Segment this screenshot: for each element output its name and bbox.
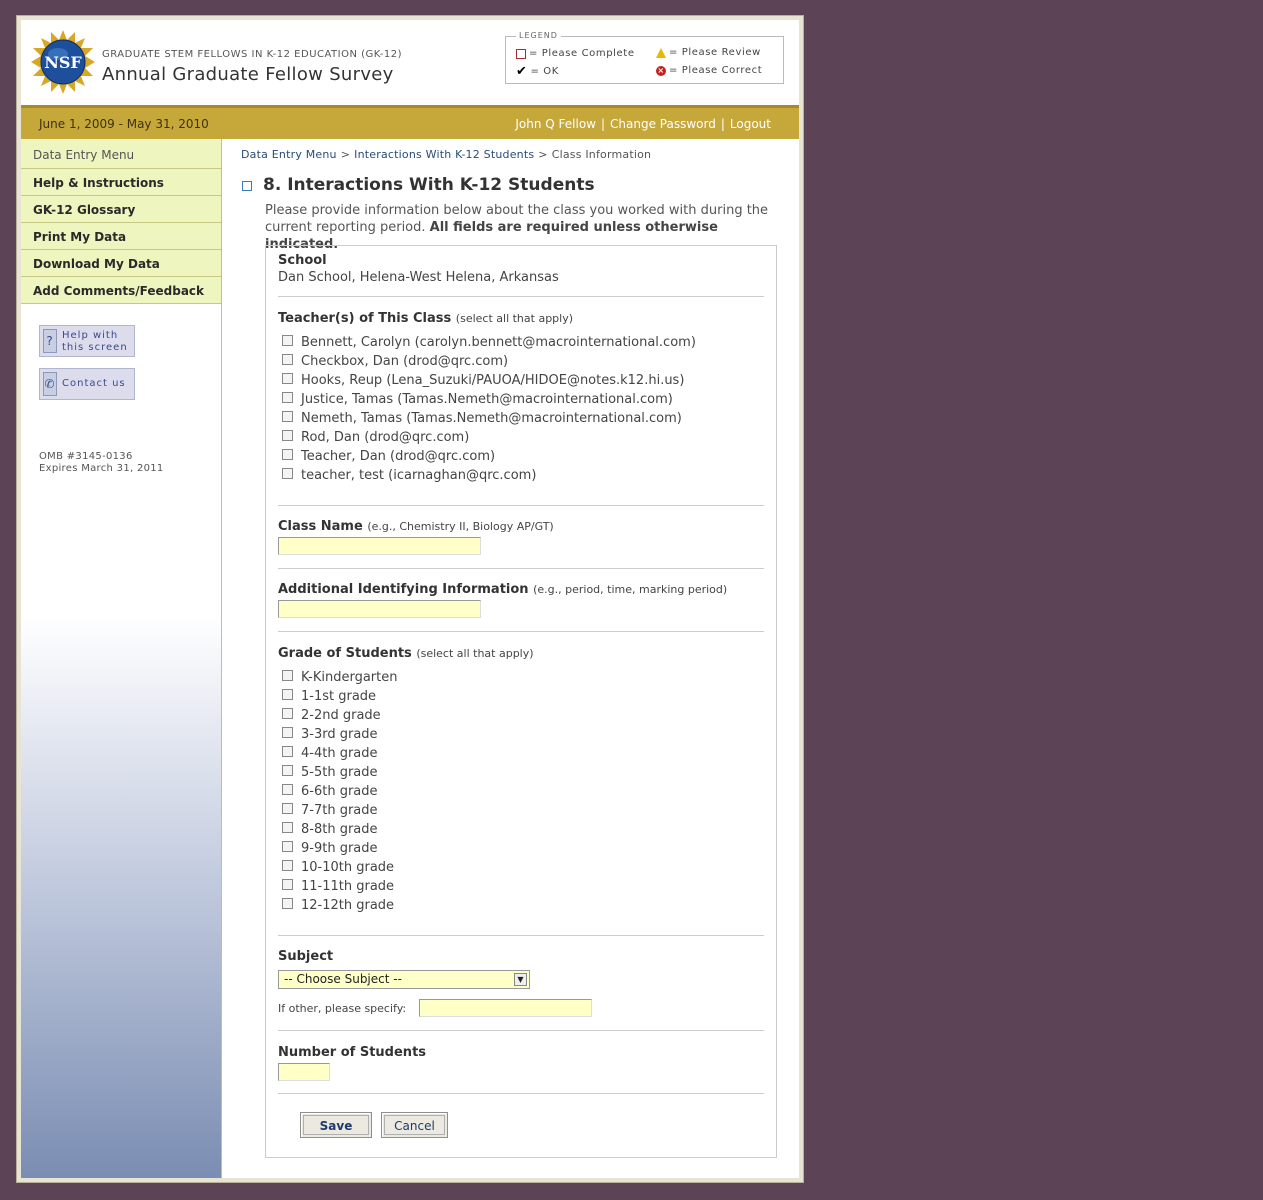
top-bar bbox=[21, 105, 799, 139]
logout-link[interactable]: Logout bbox=[729, 117, 771, 131]
teacher-option[interactable] bbox=[282, 449, 495, 464]
grade-hint: (select all that apply) bbox=[416, 647, 534, 660]
teacher-checkbox[interactable] bbox=[282, 430, 293, 441]
grade-checkbox[interactable] bbox=[282, 822, 293, 833]
empty-box-icon bbox=[516, 49, 526, 59]
grade-option-label: 7-7th grade bbox=[301, 803, 378, 818]
grade-option[interactable] bbox=[282, 670, 398, 685]
omb-number: OMB #3145-0136 bbox=[39, 451, 133, 462]
contact-us-button[interactable] bbox=[39, 368, 135, 400]
teacher-option-label: Rod, Dan (drod@qrc.com) bbox=[301, 430, 470, 445]
subject-selected-value: -- Choose Subject -- bbox=[284, 972, 402, 986]
teachers-label-text: Teacher(s) of This Class bbox=[278, 311, 452, 326]
legend-title: LEGEND bbox=[516, 31, 561, 40]
phone-icon: ✆ bbox=[43, 372, 57, 396]
grade-checkbox[interactable] bbox=[282, 727, 293, 738]
grade-checkbox[interactable] bbox=[282, 784, 293, 795]
sidebar-item-download[interactable]: Download My Data bbox=[21, 250, 221, 277]
grade-option-label: 1-1st grade bbox=[301, 689, 377, 704]
grade-option-label: 3-3rd grade bbox=[301, 727, 378, 742]
school-value: Dan School, Helena-West Helena, Arkansas bbox=[278, 270, 559, 285]
error-x-icon: × bbox=[657, 65, 665, 75]
question-icon: ? bbox=[43, 329, 57, 353]
legend-please-review bbox=[656, 47, 761, 58]
teacher-option-label: Bennett, Carolyn (carolyn.bennett@macrointernational.com) bbox=[301, 335, 696, 350]
sidebar bbox=[21, 139, 222, 1178]
grade-option[interactable] bbox=[282, 841, 378, 856]
legend-please-review-label: = Please Review bbox=[669, 47, 761, 58]
grade-option[interactable] bbox=[282, 879, 394, 894]
teacher-checkbox[interactable] bbox=[282, 335, 293, 346]
grade-checkbox[interactable] bbox=[282, 879, 293, 890]
nav-separator: | bbox=[720, 117, 725, 131]
breadcrumb-sep: > bbox=[340, 148, 351, 161]
teacher-option[interactable] bbox=[282, 392, 673, 407]
teacher-option-label: Checkbox, Dan (drod@qrc.com) bbox=[301, 354, 509, 369]
page-title: Annual Graduate Fellow Survey bbox=[102, 64, 394, 85]
intro-required-note: All fields are required unless otherwise indicated. bbox=[265, 220, 718, 252]
additional-info-label bbox=[278, 582, 727, 597]
teacher-option[interactable] bbox=[282, 430, 469, 445]
grade-option-label: 9-9th grade bbox=[301, 841, 378, 856]
grade-checkbox[interactable] bbox=[282, 765, 293, 776]
legend-please-correct-label: = Please Correct bbox=[669, 65, 763, 76]
change-password-link[interactable]: Change Password bbox=[610, 117, 716, 131]
user-nav bbox=[515, 117, 771, 131]
subject-select[interactable] bbox=[278, 970, 530, 989]
chevron-down-icon: ▼ bbox=[514, 973, 527, 986]
legend-ok bbox=[516, 63, 559, 79]
save-button[interactable] bbox=[300, 1112, 372, 1138]
other-subject-label: If other, please specify: bbox=[278, 1002, 407, 1015]
breadcrumb bbox=[241, 148, 651, 161]
grade-option[interactable] bbox=[282, 860, 394, 875]
grade-option[interactable] bbox=[282, 765, 378, 780]
grade-option[interactable] bbox=[282, 803, 378, 818]
teachers-label bbox=[278, 311, 573, 326]
grade-option-label: 6-6th grade bbox=[301, 784, 378, 799]
num-students-label: Number of Students bbox=[278, 1045, 427, 1060]
teacher-checkbox[interactable] bbox=[282, 354, 293, 365]
breadcrumb-sep: > bbox=[538, 148, 548, 161]
grade-option-label: 5-5th grade bbox=[301, 765, 378, 780]
save-button-label: Save bbox=[303, 1115, 369, 1135]
num-students-input[interactable] bbox=[278, 1063, 330, 1081]
divider bbox=[278, 935, 764, 936]
grade-option[interactable] bbox=[282, 784, 378, 799]
grade-checkbox[interactable] bbox=[282, 860, 293, 871]
grade-option-label: 4-4th grade bbox=[301, 746, 378, 761]
grade-option[interactable] bbox=[282, 822, 378, 837]
school-label: School bbox=[278, 253, 327, 268]
grade-option[interactable] bbox=[282, 708, 381, 723]
additional-info-label-text: Additional Identifying Information bbox=[278, 582, 529, 597]
grade-option[interactable] bbox=[282, 689, 376, 704]
grade-option-label: 2-2nd grade bbox=[301, 708, 381, 723]
teacher-option[interactable] bbox=[282, 468, 536, 483]
teacher-option[interactable] bbox=[282, 335, 696, 350]
grade-checkbox[interactable] bbox=[282, 841, 293, 852]
grade-option[interactable] bbox=[282, 746, 378, 761]
status-empty-box-icon bbox=[242, 181, 252, 191]
omb-expiry: Expires March 31, 2011 bbox=[39, 463, 164, 474]
help-with-screen-label bbox=[62, 330, 128, 354]
help-with-screen-button[interactable] bbox=[39, 325, 135, 357]
teacher-checkbox[interactable] bbox=[282, 392, 293, 403]
section-title: 8. Interactions With K-12 Students bbox=[263, 175, 595, 195]
additional-info-hint: (e.g., period, time, marking period) bbox=[533, 583, 728, 596]
grade-option[interactable] bbox=[282, 727, 378, 742]
grade-option-label: 10-10th grade bbox=[301, 860, 395, 875]
grade-checkbox[interactable] bbox=[282, 746, 293, 757]
class-name-input[interactable] bbox=[278, 537, 481, 555]
program-subtitle: GRADUATE STEM FELLOWS IN K-12 EDUCATION (GK-12) bbox=[102, 49, 403, 60]
class-name-hint: (e.g., Chemistry II, Biology AP/GT) bbox=[367, 520, 554, 533]
divider bbox=[278, 505, 764, 506]
legend bbox=[505, 31, 784, 84]
legend-please-complete-label: = Please Complete bbox=[529, 48, 635, 59]
teacher-option-label: Nemeth, Tamas (Tamas.Nemeth@macrointernational.com) bbox=[301, 411, 682, 426]
intro-text: Please provide information below about the class you worked with during the current reporting period. bbox=[265, 203, 769, 235]
legend-please-correct bbox=[656, 65, 762, 76]
page-frame bbox=[16, 15, 804, 1183]
grade-checkbox[interactable] bbox=[282, 708, 293, 719]
teacher-option-label: Justice, Tamas (Tamas.Nemeth@macrointernational.com) bbox=[301, 392, 673, 407]
teacher-checkbox[interactable] bbox=[282, 468, 293, 479]
teacher-option-label: teacher, test (icarnaghan@qrc.com) bbox=[301, 468, 537, 483]
grade-checkbox[interactable] bbox=[282, 689, 293, 700]
sidebar-item-comments[interactable]: Add Comments/Feedback bbox=[21, 277, 221, 304]
divider bbox=[278, 631, 764, 632]
grade-option-label: 8-8th grade bbox=[301, 822, 378, 837]
warning-icon bbox=[656, 48, 666, 58]
teacher-option[interactable] bbox=[282, 411, 682, 426]
additional-info-input[interactable] bbox=[278, 600, 481, 618]
help-line-1: Help with bbox=[62, 330, 119, 341]
grade-option-label: K-Kindergarten bbox=[301, 670, 398, 685]
checkmark-icon: ✔ bbox=[516, 63, 528, 79]
divider bbox=[278, 1030, 764, 1031]
grade-option[interactable] bbox=[282, 898, 394, 913]
nsf-logo bbox=[31, 30, 95, 94]
legend-please-complete bbox=[516, 48, 635, 59]
nav-separator: | bbox=[601, 117, 606, 131]
reporting-period: June 1, 2009 - May 31, 2010 bbox=[39, 117, 209, 131]
grade-checkbox[interactable] bbox=[282, 670, 293, 681]
header bbox=[21, 20, 799, 106]
teacher-option-label: Teacher, Dan (drod@qrc.com) bbox=[301, 449, 496, 464]
other-subject-input[interactable] bbox=[419, 999, 592, 1017]
class-info-form bbox=[265, 245, 777, 1158]
sidebar-item-help-instructions[interactable]: Help & Instructions bbox=[21, 169, 221, 196]
sidebar-item-glossary[interactable]: GK-12 Glossary bbox=[21, 196, 221, 223]
page bbox=[21, 20, 799, 1178]
contact-us-label: Contact us bbox=[62, 378, 126, 389]
grade-option-label: 11-11th grade bbox=[301, 879, 395, 894]
svg-text:NSF: NSF bbox=[44, 53, 82, 72]
teacher-option[interactable] bbox=[282, 373, 684, 388]
teachers-hint: (select all that apply) bbox=[455, 312, 574, 325]
cancel-button-label: Cancel bbox=[384, 1115, 445, 1135]
help-line-2: this screen bbox=[62, 342, 128, 353]
grade-option-label: 12-12th grade bbox=[301, 898, 395, 913]
teacher-option[interactable] bbox=[282, 354, 508, 369]
grade-checkbox[interactable] bbox=[282, 898, 293, 909]
divider bbox=[278, 1093, 764, 1094]
grade-label bbox=[278, 646, 534, 661]
omb-info bbox=[39, 451, 164, 475]
breadcrumb-interactions[interactable]: Interactions With K-12 Students bbox=[354, 148, 535, 161]
legend-ok-label: = OK bbox=[530, 66, 559, 77]
breadcrumb-data-entry-menu[interactable]: Data Entry Menu bbox=[241, 148, 337, 161]
teacher-checkbox[interactable] bbox=[282, 411, 293, 422]
teacher-checkbox[interactable] bbox=[282, 373, 293, 384]
grade-label-text: Grade of Students bbox=[278, 646, 412, 661]
subject-label: Subject bbox=[278, 949, 334, 964]
data-entry-menu-link[interactable]: Data Entry Menu bbox=[21, 139, 221, 169]
sidebar-item-print[interactable]: Print My Data bbox=[21, 223, 221, 250]
teacher-option-label: Hooks, Reup (Lena_Suzuki/PAUOA/HIDOE@notes.k12.hi.us) bbox=[301, 373, 685, 388]
divider bbox=[278, 296, 764, 297]
cancel-button[interactable] bbox=[381, 1112, 448, 1138]
breadcrumb-current: Class Information bbox=[551, 148, 652, 161]
class-name-label-text: Class Name bbox=[278, 519, 363, 534]
divider bbox=[278, 568, 764, 569]
user-name-link[interactable]: John Q Fellow bbox=[515, 117, 596, 131]
class-name-label bbox=[278, 519, 554, 534]
teacher-checkbox[interactable] bbox=[282, 449, 293, 460]
grade-checkbox[interactable] bbox=[282, 803, 293, 814]
